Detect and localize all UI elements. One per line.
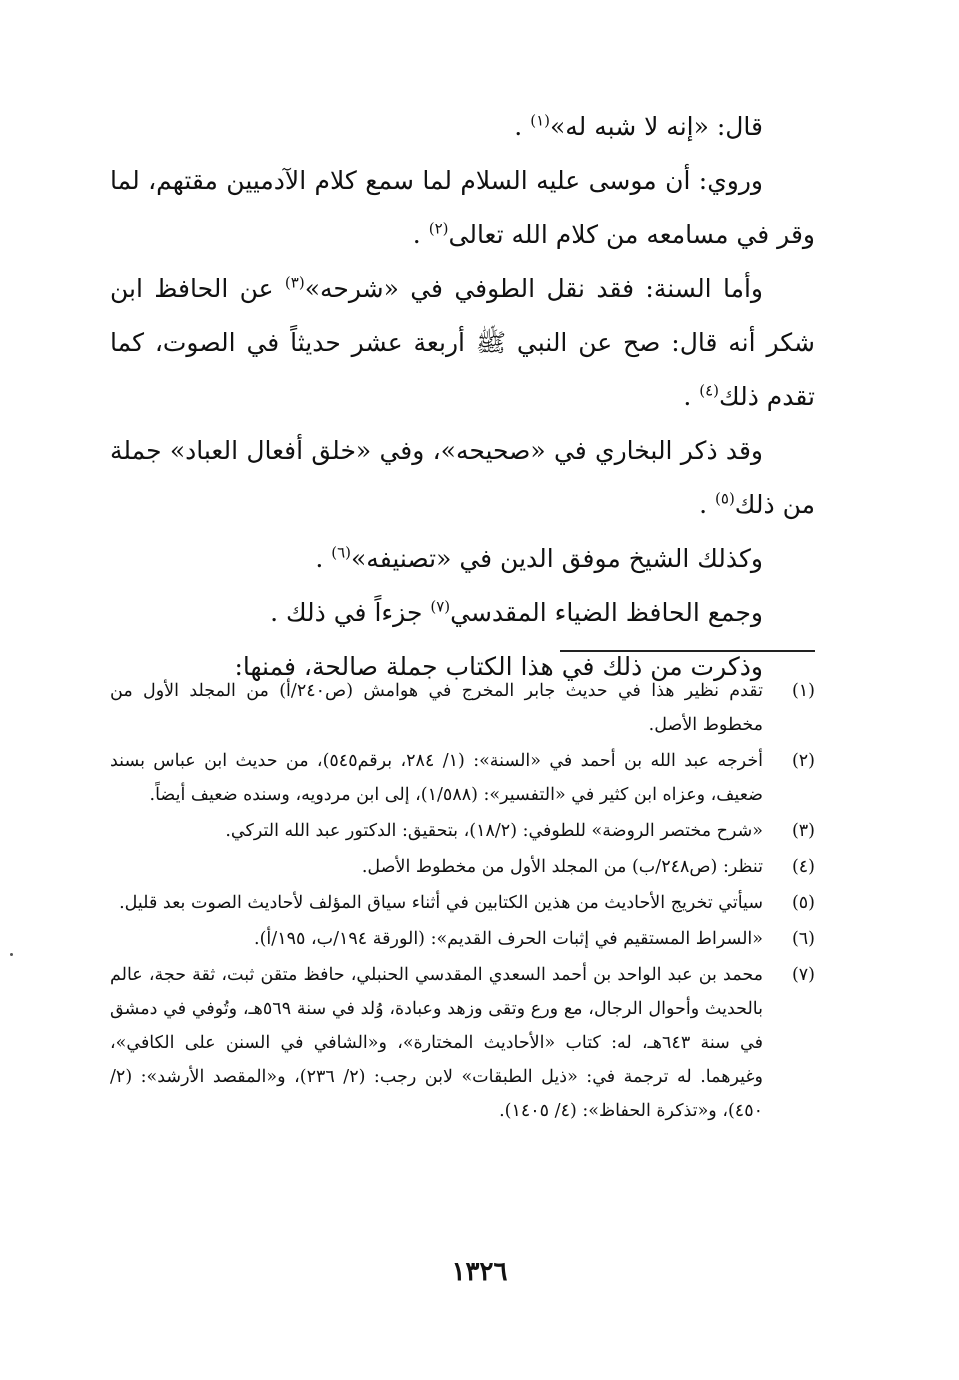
paragraph-2-text: وروي: أن موسى عليه السلام لما سمع كلام الآدميين مقتهم، لما وقر في مسامعه من كلام الله تعالى [110, 166, 815, 249]
paragraph-5 [110, 532, 815, 586]
footnote-separator [560, 650, 815, 652]
footnote-ref-4: (٤) [699, 381, 720, 400]
paragraph-5-text: وكذلك الشيخ موفق الدين في «تصنيفه» [351, 544, 763, 573]
footnote-text: «السراط المستقيم في إثبات الحرف القديم»: (الورقة ١٩٤/ب، ١٩٥/أ). [254, 929, 763, 949]
footnote-number: (٦) [791, 929, 815, 949]
paragraph-4-text: وقد ذكر البخاري في «صحيحه»، وفي «خلق أفعال العباد» جملة من ذلك [110, 436, 815, 519]
footnote-item [110, 958, 815, 1128]
footnote-text: سيأتي تخريج الأحاديث من هذين الكتابين في أثناء سياق المؤلف لأحاديث الصوت بعد قليل. [119, 893, 763, 913]
footnote-number: (٢) [791, 751, 815, 771]
footnote-text: تنظر: (ص٢٤٨/ب) من المجلد الأول من مخطوط الأصل. [361, 857, 763, 877]
footnote-text: تقدم نظير هذا في حديث جابر المخرج في هوامش (ص٢٤٠/أ) من المجلد الأول من مخطوط الأصل. [110, 681, 764, 735]
main-text [110, 100, 815, 694]
footnote-text: أخرجه عبد الله بن أحمد في «السنة»: (١/ ٢٨٤، برقم٥٤٥)، من حديث ابن عباس بسند ضعيف، وعزاه ابن كثير في «التفسير»: (١/٥٨٨)، إلى ابن مردويه، وسنده ضعيف أيضاً. [110, 751, 764, 805]
footnote-item [110, 674, 815, 742]
page-number: ١٣٢٦ [451, 1257, 508, 1287]
paragraph-6-text-a: وجمع الحافظ الضياء المقدسي [450, 598, 763, 627]
paragraph-3-text-a: وأما السنة: فقد نقل الطوفي في «شرحه» [304, 274, 763, 303]
paragraph-6 [110, 586, 815, 640]
footnote-number: (٤) [791, 857, 815, 877]
footnote-text: «شرح مختصر الروضة» للطوفي: (١٨/٢)، بتحقيق: الدكتور عبد الله التركي. [225, 821, 763, 841]
paragraph-5-end: . [315, 544, 332, 573]
footnote-item [110, 850, 815, 884]
paragraph-3-text-b: عن الحافظ ابن شكر أنه قال: صح عن النبي ﷺ أربعة عشر حديثاً في الصوت، كما تقدم ذلك [110, 274, 815, 411]
footnote-item [110, 814, 815, 848]
paragraph-3-end: . [683, 382, 700, 411]
paragraph-1-text: قال: «إنه لا شبه له» [549, 112, 763, 141]
paragraph-2-end: . [412, 220, 429, 249]
footnote-ref-5: (٥) [715, 489, 735, 508]
paragraph-3 [110, 262, 815, 424]
paragraph-4 [110, 424, 815, 532]
footnote-item [110, 922, 815, 956]
footnote-ref-7: (٧) [430, 597, 451, 616]
paragraph-2 [110, 154, 815, 262]
footnote-ref-3: (٣) [284, 273, 305, 292]
footnote-number: (٣) [791, 821, 815, 841]
paragraph-4-end: . [699, 490, 716, 519]
scan-speck [10, 953, 13, 956]
paragraph-1-end: . [514, 112, 531, 141]
paragraph-7-text: وذكرت من ذلك في هذا الكتاب جملة صالحة، فمنها: [234, 652, 763, 681]
footnote-number: (١) [791, 681, 815, 701]
footnotes [110, 674, 815, 1130]
footnote-item [110, 886, 815, 920]
paragraph-6-text-b: جزءاً في ذلك . [270, 598, 431, 627]
footnote-number: (٧) [791, 965, 815, 985]
footnote-ref-1: (١) [530, 111, 550, 130]
footnote-ref-2: (٢) [428, 219, 449, 238]
footnote-number: (٥) [791, 893, 815, 913]
paragraph-1 [110, 100, 815, 154]
footnote-item [110, 744, 815, 812]
footnote-text: محمد بن عبد الواحد بن أحمد السعدي المقدسي الحنبلي، حافظ متقن ثبت، ثقة حجة، عالم بالحديث وأحوال الرجال، مع ورع وتقى وزهد وعبادة، وُلد في سنة ٥٦٩هـ، وتُوفي في دمشق في سنة ٦٤٣هـ، له: كتاب «الأحاديث المختارة»، و«الشافي في السنن على الكافي»، وغيرهما. له ترجمة في: «ذيل الطبقات» لابن رجب: (٢/ ٢٣٦)، و«المقصد الأرشد»: (٢/ ٤٥٠)، و«تذكرة الحفاظ»: (٤/ ١٤٠٥). [110, 965, 764, 1121]
footnote-ref-6: (٦) [331, 543, 351, 562]
